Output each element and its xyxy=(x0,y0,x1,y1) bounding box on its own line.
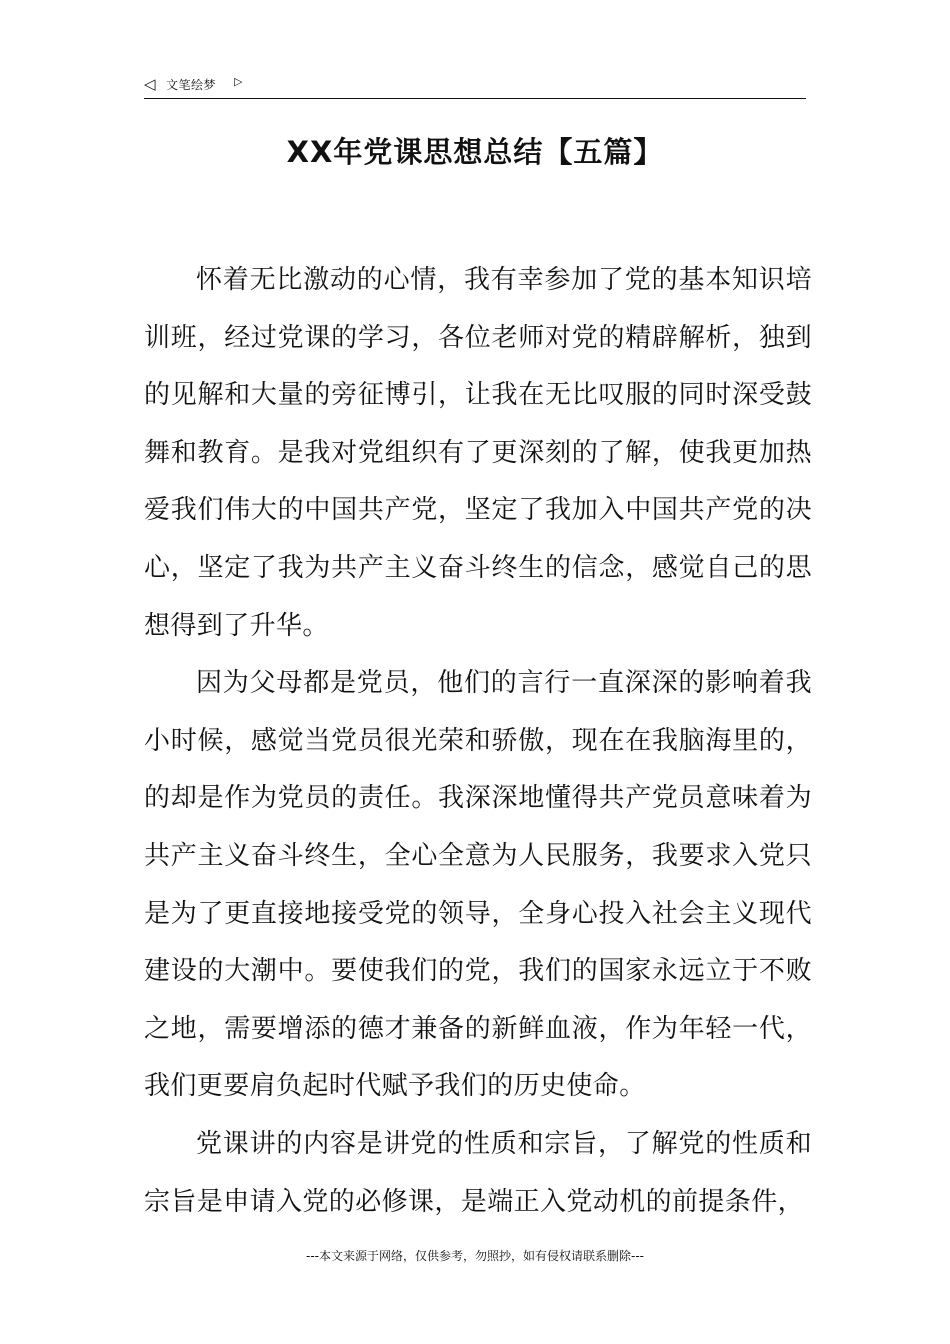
page-title: XX年党课思想总结【五篇】 xyxy=(286,135,664,169)
brand-label: 文笔绘梦 xyxy=(166,78,217,92)
page-header xyxy=(144,74,806,99)
paragraph-3: 党课讲的内容是讲党的性质和宗旨，了解党的性质和宗旨是申请入党的必修课，是端正入党动机的前提条件， xyxy=(144,1128,812,1217)
footer-disclaimer: ---本文来源于网络，仅供参考，勿照抄，如有侵权请联系删除--- xyxy=(306,1249,644,1263)
triangle-left-icon: ◁ xyxy=(144,75,156,93)
triangle-right-icon: ▷ xyxy=(234,75,243,88)
paragraph-1: 怀着无比激动的心情，我有幸参加了党的基本知识培训班，经过党课的学习，各位老师对党的精辟解析，独到的见解和大量的旁征博引，让我在无比叹服的同时深受鼓舞和教育。是我对党组织有了更深刻的了解，使我更加热爱我们伟大的中国共产党，坚定了我加入中国共产党的决心，坚定了我为共产主义奋斗终生的信念，感觉自己的思想得到了升华。 xyxy=(144,265,812,641)
paragraph-2: 因为父母都是党员，他们的言行一直深深的影响着我小时候，感觉当党员很光荣和骄傲，现在在我脑海里的，的却是作为党员的责任。我深深地懂得共产党员意味着为共产主义奋斗终生，全心全意为人民服务，我要求入党只是为了更直接地接受党的领导，全身心投入社会主义现代建设的大潮中。要使我们的党，我们的国家永远立于不败之地，需要增添的德才兼备的新鲜血液，作为年轻一代，我们更要肩负起时代赋予我们的历史使命。 xyxy=(144,668,812,1102)
document-body xyxy=(144,252,812,1231)
